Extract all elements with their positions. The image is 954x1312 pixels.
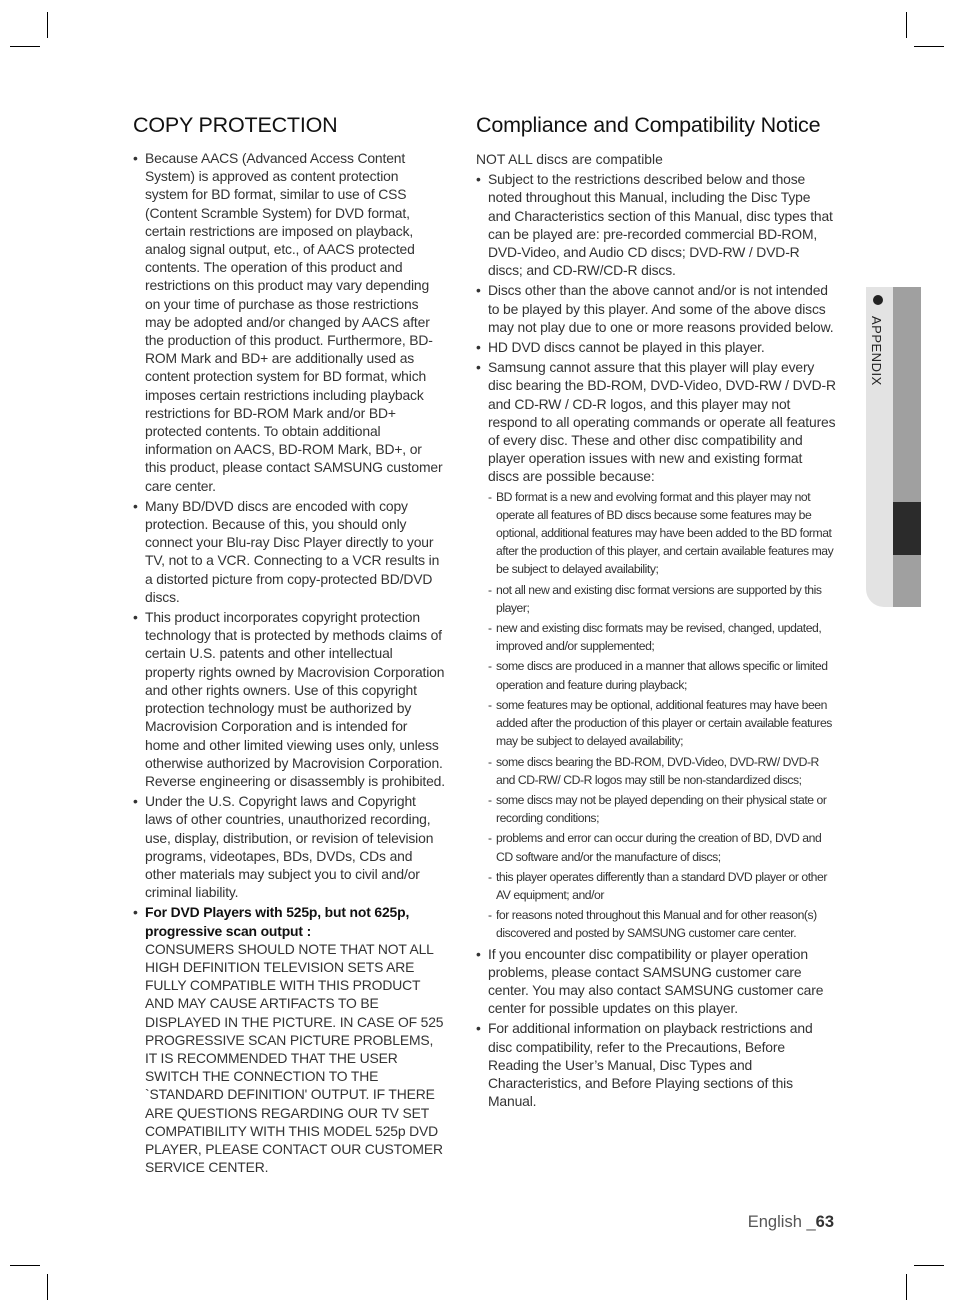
sub-list-item: - some features may be optional, additional features may have been added after the production of this player or certain available features may be subject to delayed availability; <box>488 696 836 751</box>
page-footer <box>748 1213 834 1232</box>
side-tab-label: APPENDIX <box>869 316 884 386</box>
sub-list-item: - some discs are produced in a manner that allows specific or limited operation and feature during playback; <box>488 657 836 693</box>
list-item: • If you encounter disc compatibility or player operation problems, please contact SAMSUNG customer care center. You may also contact SAMSUNG customer care center for possible updates on this player. <box>476 945 836 1018</box>
list-item <box>476 358 836 942</box>
compliance-list <box>476 170 836 1110</box>
crop-mark <box>914 46 944 47</box>
list-item: • HD DVD discs cannot be played in this player. <box>476 338 836 356</box>
sub-list-item: - for reasons noted throughout this Manual and for other reason(s) discovered and posted by SAMSUNG customer care center. <box>488 906 836 942</box>
crop-mark <box>47 1274 48 1300</box>
list-item: • Discs other than the above cannot and/or is not intended to be played by this player. And some of the above discs may not play due to one or more reasons provided below. <box>476 281 836 336</box>
list-item: • Under the U.S. Copyright laws and Copyright laws of other countries, unauthorized recording, use, display, distribution, or revision of television programs, videotapes, BDs, DVDs, CDs and other materials may subject you to civil and/or criminal liability. <box>133 792 445 901</box>
page-number: 63 <box>815 1213 834 1231</box>
crop-mark <box>10 46 40 47</box>
sub-list-item: - problems and error can occur during the creation of BD, DVD and CD software and/or the manufacture of discs; <box>488 829 836 865</box>
sub-list-item: - this player operates differently than a standard DVD player or other AV equipment; and/or <box>488 868 836 904</box>
sub-list-item: - not all new and existing disc format versions are supported by this player; <box>488 581 836 617</box>
side-tab-marker <box>893 502 921 555</box>
list-item: • Many BD/DVD discs are encoded with copy protection. Because of this, you should only connect your Blu-ray Disc Player directly to your TV, not to a VCR. Connecting to a VCR results in a distorted picture from copy-protected BD/DVD discs. <box>133 497 445 606</box>
crop-mark <box>906 12 907 38</box>
sub-list-item: - BD format is a new and evolving format and this player may not operate all features of BD discs because some features may be optional, additional features may have been added to the BD format after the production of this player, and certain available features may be subject to delayed availability; <box>488 488 836 579</box>
list-item-text: • Samsung cannot assure that this player will play every disc bearing the BD-ROM, DVD-Video, DVD-RW / DVD-R and CD-RW / CD-R logos, and this player may not respond to all operating commands or operate all features of every disc. These and other disc compatibility and player operation issues with new and existing format discs are possible because: <box>488 359 836 485</box>
section-title: COPY PROTECTION <box>133 113 338 137</box>
crop-mark <box>10 1265 40 1266</box>
list-item <box>133 903 445 1176</box>
list-item-body: CONSUMERS SHOULD NOTE THAT NOT ALL HIGH DEFINITION TELEVISION SETS ARE FULLY COMPATIBLE WITH THIS PRODUCT AND MAY CAUSE ARTIFACTS TO BE DISPLAYED IN THE PICTURE. IN CASE OF 525 PROGRESSIVE SCAN PICTURE PROBLEMS, IT IS RECOMMENDED THAT THE USER SWITCH THE CONNECTION TO THE `STANDARD DEFINITION' OUTPUT. IF THERE ARE QUESTIONS REGARDING OUR TV SET COMPATIBILITY WITH THIS MODEL 525p DVD PLAYER, PLEASE CONTACT OUR CUSTOMER SERVICE CENTER. <box>145 940 444 1176</box>
crop-mark <box>906 1274 907 1300</box>
list-item: • Subject to the restrictions described below and those noted throughout this Manual, including the Disc Type and Characteristics section of this Manual, disc types that can be played are: pre-recorded commercial BD-ROM, DVD-Video, and Audio CD discs; DVD-RW / DVD-R discs; and CD-RW/CD-R discs. <box>476 170 836 279</box>
footer-language: English _ <box>747 1213 816 1231</box>
sub-list-item: - new and existing disc formats may be revised, changed, updated, improved and/or supplemented; <box>488 619 836 655</box>
crop-mark <box>47 12 48 38</box>
list-item-heading: • For DVD Players with 525p, but not 625p, progressive scan output : <box>145 904 410 939</box>
list-item: • Because AACS (Advanced Access Content System) is approved as content protection system for BD format, similar to use of CSS (Content Scramble System) for DVD format, certain restrictions are imposed on playback, analog signal output, etc., of AACS protected contents. The operation of this product and restrictions on this product may vary depending on your time of purchase as those restrictions may be adopted and/or changed by AACS after the production of this product. Furthermore, BD-ROM Mark and BD+ are additionally used as content protection system for BD format, which imposes certain restrictions including playback restrictions for BD-ROM Mark and/or BD+ protected contents. To obtain additional information on AACS, BD-ROM Mark, BD+, or this product, please contact SAMSUNG customer care center. <box>133 149 445 495</box>
reasons-list <box>488 488 836 943</box>
sub-list-item: - some discs may not be played depending on their physical state or recording conditions; <box>488 791 836 827</box>
intro-text: NOT ALL discs are compatible <box>476 151 663 167</box>
compliance-section <box>476 113 836 1112</box>
list-item: • This product incorporates copyright protection technology that is protected by methods claims of certain U.S. patents and other intellectual property rights owned by Macrovision Corporation and other rights owners. Use of this copyright protection technology must be authorized by Macrovision Corporation and is intended for home and other limited viewing uses only, unless otherwise authorized by Macrovision Corporation. Reverse engineering or disassembly is prohibited. <box>133 608 445 790</box>
list-item: • For additional information on playback restrictions and disc compatibility, refer to the Precautions, Before Reading the User’s Manual, Disc Types and Characteristics, and Before Playing sections of this Manual. <box>476 1019 836 1110</box>
crop-mark <box>914 1265 944 1266</box>
copy-protection-section <box>133 113 445 1178</box>
sub-list-item: - some discs bearing the BD-ROM, DVD-Video, DVD-RW/ DVD-R and CD-RW/ CD-R logos may still be non-standardized discs; <box>488 753 836 789</box>
side-tab-strip <box>893 287 921 607</box>
copy-protection-list <box>133 149 445 1176</box>
section-title: Compliance and Compatibility Notice <box>476 113 821 137</box>
bullet-dot-icon <box>873 295 883 305</box>
